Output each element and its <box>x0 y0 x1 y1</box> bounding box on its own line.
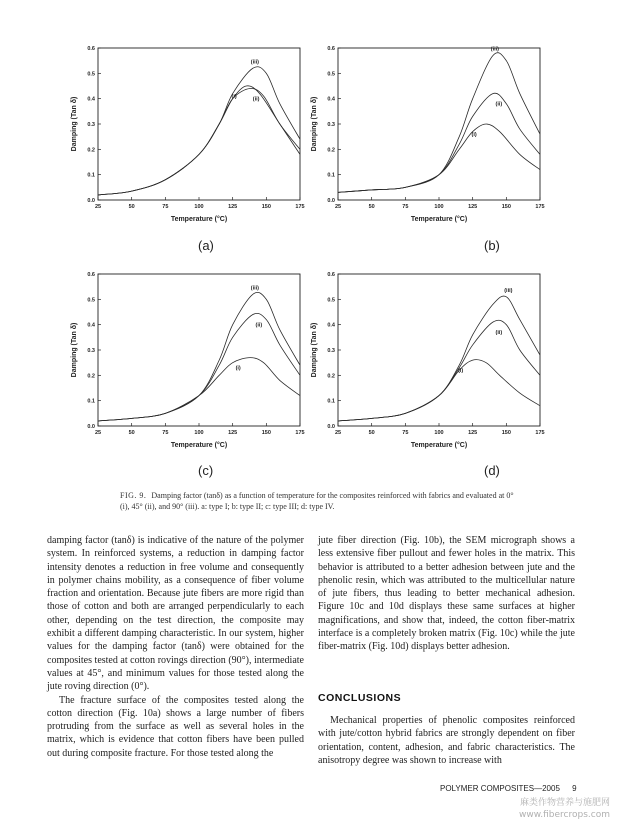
y-tick-label: 0.3 <box>87 122 95 128</box>
y-tick-label: 0.0 <box>87 198 95 204</box>
x-axis-label: Temperature (°C) <box>410 216 468 223</box>
series-label: (iii) <box>250 285 259 292</box>
conclusions-paragraph: Mechanical properties of phenolic composites reinforced with jute/cotton hybrid fabrics are strongly dependent on fiber orientation, content, adhesion, and fabric characteristics. The anisotropy degree was shown to increase with <box>318 715 575 766</box>
x-axis-label: Temperature (°C) <box>170 216 228 223</box>
series-label: (ii) <box>495 330 503 337</box>
series-label: (iii) <box>504 287 513 294</box>
y-tick-label: 0.5 <box>327 71 335 78</box>
y-tick-label: 0.6 <box>87 46 95 52</box>
body-left-column <box>47 534 304 760</box>
plot-frame <box>338 48 540 200</box>
x-tick-label: 50 <box>368 204 375 210</box>
chart-a <box>60 40 310 230</box>
series-label: (i) <box>458 368 464 375</box>
x-tick-label: 75 <box>162 430 169 436</box>
x-tick-label: 150 <box>501 430 511 436</box>
y-tick-label: 0.6 <box>87 272 95 278</box>
y-tick-label: 0.2 <box>327 373 335 380</box>
y-tick-label: 0.4 <box>87 96 95 103</box>
x-tick-label: 175 <box>535 204 545 210</box>
page-footer <box>440 784 577 793</box>
series-line <box>338 296 540 421</box>
x-tick-label: 25 <box>94 204 102 210</box>
figure-panel-b <box>300 40 550 230</box>
y-tick-label: 0.5 <box>87 71 95 78</box>
y-tick-label: 0.6 <box>327 46 335 52</box>
y-axis-label: Damping (Tan δ) <box>71 322 78 378</box>
y-tick-label: 0.3 <box>327 348 335 354</box>
paragraph: jute fiber direction (Fig. 10b), the SEM micrograph shows a less extensive fiber pullout and fewer holes in the matrix. This behavior is attributed to a better adhesion between jute and the phenolic resin, which was attributed to the multicellular nature of jute fibers, thus leading to better mechanical adhesion. Figure 10c and 10d displays these same surfaces at higher magnifications, and show that, indeed, the cotton fiber-matrix interface is a completely broken matrix (Fig. 10c) while the jute fiber-matrix (Fig. 10d) displays better adhesion. <box>318 535 575 653</box>
y-axis-label: Damping (Tan δ) <box>311 322 318 378</box>
y-tick-label: 0.0 <box>87 424 95 430</box>
x-tick-label: 50 <box>368 430 375 436</box>
series-line <box>98 358 300 421</box>
conclusions-text-block <box>318 714 575 767</box>
y-tick-label: 0.6 <box>327 272 335 278</box>
series-line <box>338 320 540 421</box>
figure-panel-d <box>300 266 550 456</box>
y-tick-label: 0.5 <box>87 297 95 304</box>
y-tick-label: 0.4 <box>87 322 95 329</box>
y-tick-label: 0.4 <box>327 96 335 103</box>
series-label: (ii) <box>495 101 503 108</box>
series-line <box>338 360 540 421</box>
series-line <box>98 67 300 195</box>
chart-b <box>300 40 550 230</box>
series-label: (iii) <box>490 46 499 53</box>
y-tick-label: 0.1 <box>87 398 95 405</box>
y-tick-label: 0.3 <box>87 348 95 354</box>
series-label: (i) <box>471 132 477 138</box>
watermark <box>470 797 610 821</box>
series-line <box>98 292 300 421</box>
y-tick-label: 0.0 <box>327 198 335 204</box>
x-axis-label: Temperature (°C) <box>170 442 228 449</box>
y-tick-label: 0.1 <box>87 172 95 179</box>
y-tick-label: 0.0 <box>327 424 335 430</box>
x-tick-label: 100 <box>194 430 204 436</box>
x-axis-label: Temperature (°C) <box>410 442 468 449</box>
x-tick-label: 75 <box>402 204 409 210</box>
y-tick-label: 0.4 <box>327 322 335 329</box>
x-tick-label: 150 <box>501 204 511 210</box>
figure-panel-a <box>60 40 310 230</box>
series-label: (i) <box>235 365 241 372</box>
watermark-line-1: 麻类作物营养与施肥网 <box>519 798 610 808</box>
x-tick-label: 50 <box>128 204 135 210</box>
body-right-column <box>318 534 575 654</box>
plot-frame <box>98 274 300 426</box>
x-tick-label: 175 <box>535 430 545 436</box>
x-tick-label: 25 <box>334 430 342 436</box>
paragraph: damping factor (tanδ) is indicative of the nature of the polymer system. In reinforced systems, a reduction in damping factor intensity denotes a reduction in free volume and consequently in polymer chains mobility, as a consequence of fiber volume fraction and orientation. Because jute fibers are more rigid than those of cotton and both are arranged perpendicularly to each other, depending on the test direction, the composite may exhibit a different damping characteristic. In our system, higher values for the damping factor (tanδ) were obtained for the composites tested at cotton rovings direction (90°), intermediate values at 45°, and minimum values for those tested along the jute roving direction (0°). <box>47 535 304 693</box>
series-label: (iii) <box>250 59 259 66</box>
x-tick-label: 125 <box>228 430 238 436</box>
figure-caption <box>120 490 520 512</box>
x-tick-label: 100 <box>194 204 204 210</box>
chart-c <box>60 266 310 456</box>
y-tick-label: 0.2 <box>87 147 95 154</box>
figure-panel-c <box>60 266 310 456</box>
y-tick-label: 0.2 <box>327 147 335 154</box>
y-axis-label: Damping (Tan δ) <box>71 96 78 152</box>
x-tick-label: 100 <box>434 430 444 436</box>
figure-caption-label: FIG. 9. <box>120 491 147 500</box>
y-tick-label: 0.5 <box>327 297 335 304</box>
plot-frame <box>338 274 540 426</box>
figure-caption-text: Damping factor (tanδ) as a function of temperature for the composites reinforced with fabrics and evaluated at 0° (i), 45° (ii), and 90° (iii). a: type I; b: type II; c: type III; d: type IV. <box>120 491 514 511</box>
series-label: (ii) <box>255 322 263 329</box>
x-tick-label: 25 <box>94 430 102 436</box>
series-line <box>98 88 300 194</box>
page-number: 9 <box>572 784 577 793</box>
series-label: (ii) <box>252 96 260 103</box>
y-axis-label: Damping (Tan δ) <box>311 96 318 152</box>
series-line <box>98 86 300 195</box>
series-line <box>338 124 540 192</box>
x-tick-label: 75 <box>402 430 409 436</box>
x-tick-label: 50 <box>128 430 135 436</box>
x-tick-label: 25 <box>334 204 342 210</box>
watermark-line-2: www.fibercrops.com <box>519 810 610 820</box>
y-tick-label: 0.1 <box>327 172 335 179</box>
conclusions-heading: CONCLUSIONS <box>318 692 402 704</box>
y-tick-label: 0.2 <box>87 373 95 380</box>
x-tick-label: 175 <box>295 204 305 210</box>
journal-name: POLYMER COMPOSITES—2005 <box>440 784 560 793</box>
paragraph: The fracture surface of the composites tested along the cotton direction (Fig. 10a) shows a large number of fibers protruding from the surface as well as several holes in the matrix, which is evidence that cotton fibers have been pulled out during composite fracture. For those tested along the <box>47 694 304 759</box>
x-tick-label: 125 <box>468 204 478 210</box>
chart-d <box>300 266 550 456</box>
x-tick-label: 75 <box>162 204 169 210</box>
series-line <box>98 313 300 421</box>
panel-label-d: (d) <box>484 463 500 478</box>
x-tick-label: 150 <box>261 430 271 436</box>
plot-frame <box>98 48 300 200</box>
series-line <box>338 53 540 193</box>
panel-label-a: (a) <box>198 238 214 253</box>
y-tick-label: 0.3 <box>327 122 335 128</box>
panel-label-b: (b) <box>484 238 500 253</box>
panel-label-c: (c) <box>198 463 214 478</box>
series-label: (i) <box>231 94 237 100</box>
x-tick-label: 100 <box>434 204 444 210</box>
x-tick-label: 175 <box>295 430 305 436</box>
x-tick-label: 125 <box>468 430 478 436</box>
x-tick-label: 150 <box>261 204 271 210</box>
y-tick-label: 0.1 <box>327 398 335 405</box>
x-tick-label: 125 <box>228 204 238 210</box>
